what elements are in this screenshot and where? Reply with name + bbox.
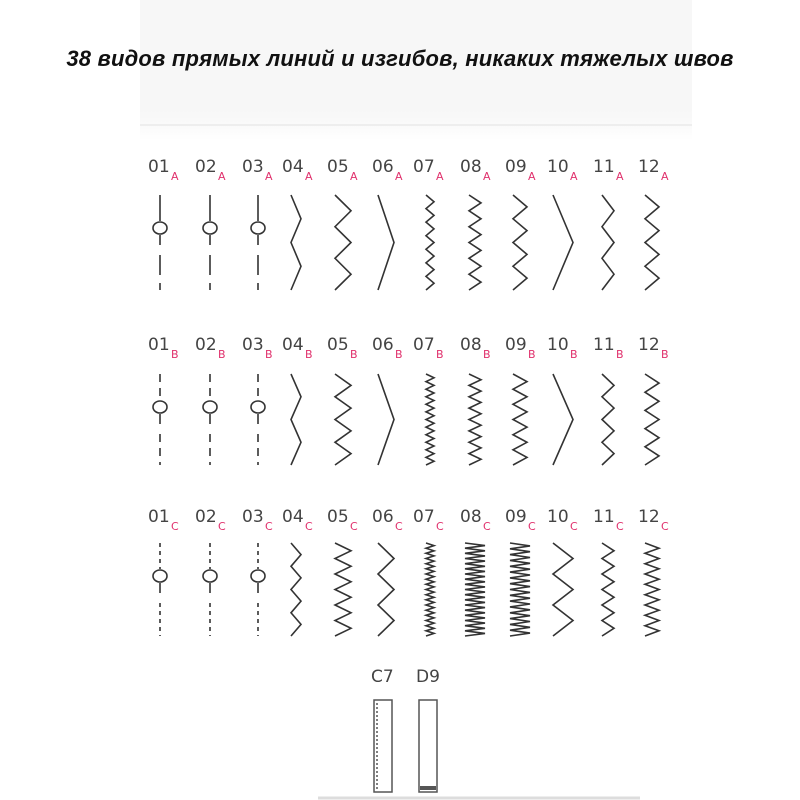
stitch-circle bbox=[251, 222, 265, 234]
stitch-circle bbox=[153, 570, 167, 582]
stitch-number-02a: 02 bbox=[195, 157, 217, 177]
stitch-letter-08a: A bbox=[483, 170, 491, 183]
stitch-path bbox=[426, 374, 434, 465]
stitch-letter-04a: A bbox=[305, 170, 313, 183]
stitch-circle bbox=[153, 222, 167, 234]
stitch-path bbox=[378, 543, 394, 636]
stitch-path bbox=[469, 195, 481, 290]
stitch-number-06c: 06 bbox=[372, 507, 394, 527]
stitch-path bbox=[426, 543, 434, 636]
stitch-number-10a: 10 bbox=[547, 157, 569, 177]
stitch-number-04c: 04 bbox=[282, 507, 304, 527]
stitch-letter-12a: A bbox=[661, 170, 669, 183]
stitch-letter-03a: A bbox=[265, 170, 273, 183]
stitch-letter-02a: A bbox=[218, 170, 226, 183]
stitch-letter-01b: B bbox=[171, 348, 179, 361]
stitch-path bbox=[602, 374, 614, 465]
stitch-path bbox=[378, 374, 394, 465]
stitch-circle bbox=[153, 401, 167, 413]
foot-label-c7: C7 bbox=[371, 667, 394, 687]
stitch-circle bbox=[251, 570, 265, 582]
stitch-path bbox=[426, 195, 434, 290]
stitch-01b bbox=[153, 374, 167, 465]
stitch-number-10c: 10 bbox=[547, 507, 569, 527]
stitch-08b bbox=[469, 374, 481, 465]
stitch-letter-01a: A bbox=[171, 170, 179, 183]
stitch-number-09c: 09 bbox=[505, 507, 527, 527]
stitch-number-02c: 02 bbox=[195, 507, 217, 527]
stitch-number-11c: 11 bbox=[593, 507, 615, 527]
stitch-11c bbox=[602, 543, 614, 636]
stitch-letter-12b: B bbox=[661, 348, 669, 361]
stitch-number-08b: 08 bbox=[460, 335, 482, 355]
stitch-path bbox=[553, 195, 573, 290]
stitch-letter-05a: A bbox=[350, 170, 358, 183]
stitch-05a bbox=[335, 195, 351, 290]
stitch-letter-10b: B bbox=[570, 348, 578, 361]
stitch-09a bbox=[513, 195, 527, 290]
stitch-letter-05c: C bbox=[350, 520, 358, 533]
stitch-number-09a: 09 bbox=[505, 157, 527, 177]
stitch-number-07c: 07 bbox=[413, 507, 435, 527]
stitch-03c bbox=[251, 543, 265, 636]
stitch-path bbox=[291, 195, 301, 290]
stitch-letter-08c: C bbox=[483, 520, 491, 533]
stitch-07b bbox=[426, 374, 434, 465]
stitch-letter-09a: A bbox=[528, 170, 536, 183]
stitch-10c bbox=[553, 543, 573, 636]
stitch-09b bbox=[513, 374, 527, 465]
stitch-number-04a: 04 bbox=[282, 157, 304, 177]
stitch-number-12b: 12 bbox=[638, 335, 660, 355]
foot-body bbox=[374, 700, 392, 792]
presser-foot-c7 bbox=[374, 700, 392, 792]
stitch-number-01c: 01 bbox=[148, 507, 170, 527]
stitch-letter-10a: A bbox=[570, 170, 578, 183]
stitch-letter-02b: B bbox=[218, 348, 226, 361]
stitch-06a bbox=[378, 195, 394, 290]
stitch-number-01a: 01 bbox=[148, 157, 170, 177]
stitch-number-06a: 06 bbox=[372, 157, 394, 177]
stitch-number-04b: 04 bbox=[282, 335, 304, 355]
stitch-number-07b: 07 bbox=[413, 335, 435, 355]
stitch-letter-12c: C bbox=[661, 520, 669, 533]
stitch-path bbox=[513, 195, 527, 290]
stitch-path bbox=[291, 543, 301, 636]
stitch-number-05b: 05 bbox=[327, 335, 349, 355]
stitch-03a bbox=[251, 195, 265, 290]
stitch-06c bbox=[378, 543, 394, 636]
page-title: 38 видов прямых линий и изгибов, никаких тяжелых швов bbox=[66, 46, 734, 71]
stitch-08a bbox=[469, 195, 481, 290]
stitch-path bbox=[602, 543, 614, 636]
presser-foot-d9 bbox=[419, 700, 437, 792]
stitch-12b bbox=[645, 374, 659, 465]
stitch-letter-10c: C bbox=[570, 520, 578, 533]
stitch-letter-03b: B bbox=[265, 348, 273, 361]
stitch-letter-07b: B bbox=[436, 348, 444, 361]
stitch-number-08c: 08 bbox=[460, 507, 482, 527]
stitch-06b bbox=[378, 374, 394, 465]
stitch-letter-09b: B bbox=[528, 348, 536, 361]
stitch-10b bbox=[553, 374, 573, 465]
stitch-08c bbox=[465, 543, 485, 636]
stitch-letter-01c: C bbox=[171, 520, 179, 533]
stitch-02b bbox=[203, 374, 217, 465]
stitch-letter-02c: C bbox=[218, 520, 226, 533]
foot-label-d9: D9 bbox=[416, 667, 440, 687]
stitch-05b bbox=[335, 374, 351, 465]
stitch-circle bbox=[251, 401, 265, 413]
stitch-letter-11c: C bbox=[616, 520, 624, 533]
stitch-path bbox=[553, 374, 573, 465]
foot-body bbox=[419, 700, 437, 792]
stitch-circle bbox=[203, 222, 217, 234]
stitch-path bbox=[291, 374, 301, 465]
stitch-path bbox=[335, 195, 351, 290]
stitch-09c bbox=[510, 543, 530, 636]
stitch-letter-09c: C bbox=[528, 520, 536, 533]
stitch-path bbox=[513, 374, 527, 465]
stitch-letter-06c: C bbox=[395, 520, 403, 533]
stitch-11a bbox=[602, 195, 614, 290]
stitch-04a bbox=[291, 195, 301, 290]
stitch-number-11a: 11 bbox=[593, 157, 615, 177]
stitch-letter-08b: B bbox=[483, 348, 491, 361]
stitch-path bbox=[335, 543, 351, 636]
stitch-01c bbox=[153, 543, 167, 636]
stitch-number-01b: 01 bbox=[148, 335, 170, 355]
stitch-path bbox=[553, 543, 573, 636]
stitch-number-12c: 12 bbox=[638, 507, 660, 527]
stitch-12c bbox=[645, 543, 659, 636]
stitch-path bbox=[645, 195, 659, 290]
stitch-path bbox=[510, 543, 530, 636]
stitch-02a bbox=[203, 195, 217, 290]
stitch-12a bbox=[645, 195, 659, 290]
stitch-number-05a: 05 bbox=[327, 157, 349, 177]
stitch-path bbox=[378, 195, 394, 290]
stitch-07a bbox=[426, 195, 434, 290]
stitch-letter-11a: A bbox=[616, 170, 624, 183]
stitch-letter-05b: B bbox=[350, 348, 358, 361]
stitch-number-09b: 09 bbox=[505, 335, 527, 355]
stitch-letter-04c: C bbox=[305, 520, 313, 533]
stitch-number-08a: 08 bbox=[460, 157, 482, 177]
stitch-path bbox=[469, 374, 481, 465]
stitch-path bbox=[465, 543, 485, 636]
stitch-01a bbox=[153, 195, 167, 290]
stitch-path bbox=[645, 543, 659, 636]
stitch-letter-04b: B bbox=[305, 348, 313, 361]
stitch-letter-06a: A bbox=[395, 170, 403, 183]
stitch-path bbox=[602, 195, 614, 290]
stitch-04c bbox=[291, 543, 301, 636]
stitch-number-06b: 06 bbox=[372, 335, 394, 355]
stitch-letter-06b: B bbox=[395, 348, 403, 361]
stitch-number-10b: 10 bbox=[547, 335, 569, 355]
stitch-letter-03c: C bbox=[265, 520, 273, 533]
stitch-number-11b: 11 bbox=[593, 335, 615, 355]
stitch-circle bbox=[203, 570, 217, 582]
stitch-letter-07a: A bbox=[436, 170, 444, 183]
stitch-02c bbox=[203, 543, 217, 636]
stitch-letter-11b: B bbox=[616, 348, 624, 361]
stitch-number-03b: 03 bbox=[242, 335, 264, 355]
stitch-path bbox=[335, 374, 351, 465]
stitch-number-03a: 03 bbox=[242, 157, 264, 177]
stitch-03b bbox=[251, 374, 265, 465]
stitch-05c bbox=[335, 543, 351, 636]
stitch-number-12a: 12 bbox=[638, 157, 660, 177]
stitch-07c bbox=[426, 543, 434, 636]
stitch-number-03c: 03 bbox=[242, 507, 264, 527]
stitch-10a bbox=[553, 195, 573, 290]
stitch-path bbox=[645, 374, 659, 465]
stitch-circle bbox=[203, 401, 217, 413]
stitch-number-02b: 02 bbox=[195, 335, 217, 355]
stitch-04b bbox=[291, 374, 301, 465]
stitch-number-05c: 05 bbox=[327, 507, 349, 527]
stitch-11b bbox=[602, 374, 614, 465]
stitch-letter-07c: C bbox=[436, 520, 444, 533]
stitch-number-07a: 07 bbox=[413, 157, 435, 177]
